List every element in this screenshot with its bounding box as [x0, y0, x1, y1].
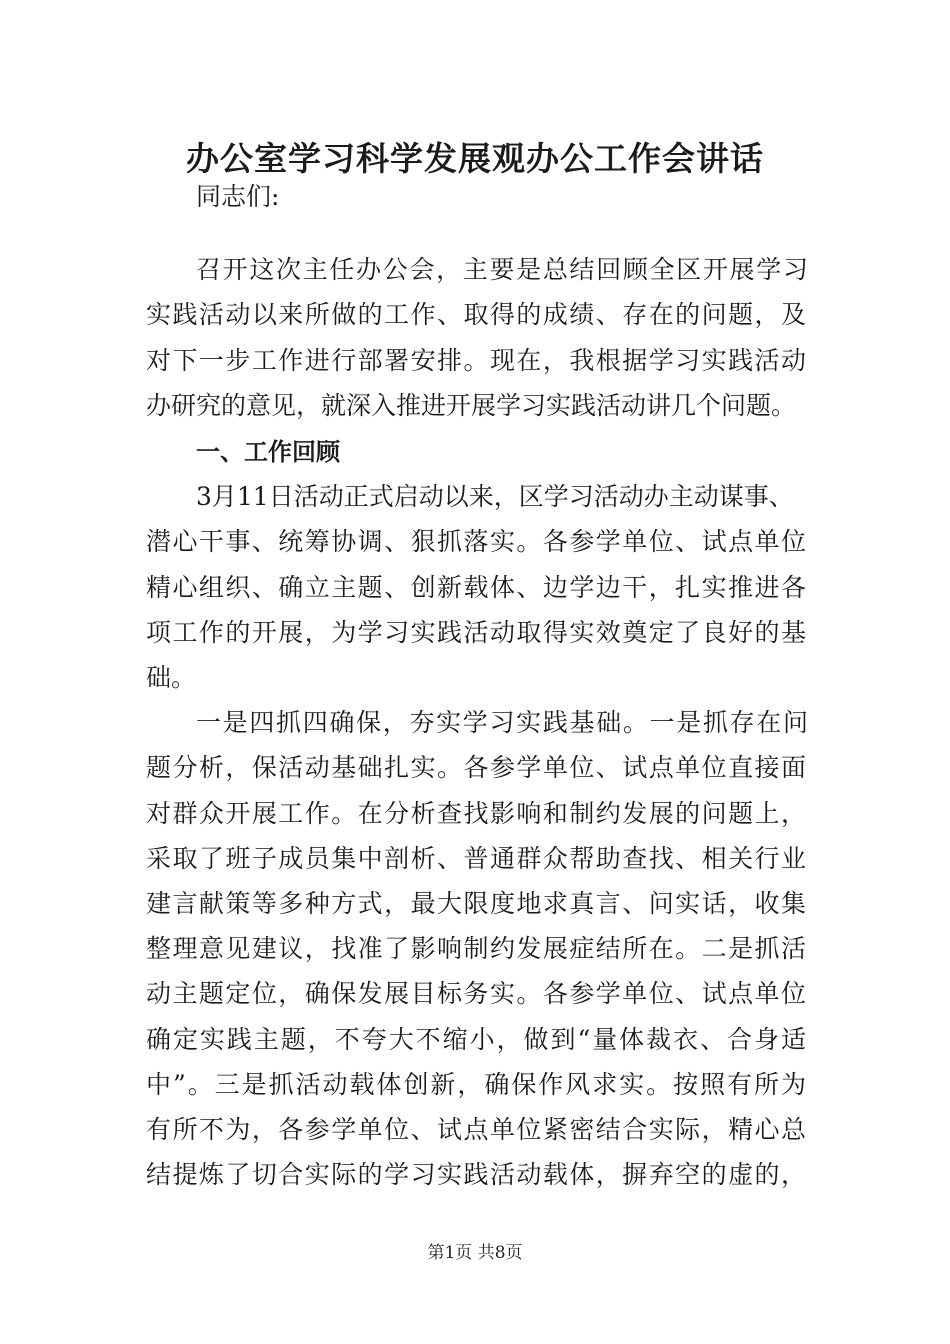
- paragraph-line: 对下一步工作进行部署安排。现在，我根据学习实践活动: [146, 346, 806, 375]
- section-heading: 一、工作回顾: [196, 438, 340, 466]
- paragraph-line: 项工作的开展，为学习实践活动取得实效奠定了良好的基: [146, 618, 806, 647]
- paragraph-line: 采取了班子成员集中剖析、普通群众帮助查找、相关行业: [146, 844, 806, 873]
- page-footer: 第1页 共8页: [427, 1243, 523, 1263]
- paragraph-line: 建言献策等多种方式，最大限度地求真言、问实话，收集: [146, 889, 806, 918]
- paragraph-line: 础。: [146, 663, 197, 692]
- paragraph-line: 3月11日活动正式启动以来，区学习活动办主动谋事、: [196, 482, 794, 511]
- paragraph-line: 结提炼了切合实际的学习实践活动载体，摒弃空的虚的，: [146, 1160, 806, 1189]
- paragraph-line: 对群众开展工作。在分析查找影响和制约发展的问题上，: [146, 799, 806, 828]
- paragraph-line: 中”。三是抓活动载体创新，确保作风求实。按照有所为: [146, 1070, 806, 1099]
- salutation: 同志们:: [196, 182, 280, 211]
- paragraph-line: 动主题定位，确保发展目标务实。各参学单位、试点单位: [146, 979, 806, 1008]
- paragraph-line: 召开这次主任办公会，主要是总结回顾全区开展学习: [196, 255, 808, 284]
- paragraph-line: 有所不为，各参学单位、试点单位紧密结合实际，精心总: [146, 1115, 806, 1144]
- paragraph-line: 实践活动以来所做的工作、取得的成绩、存在的问题，及: [146, 300, 806, 329]
- document-title: 办公室学习科学发展观办公工作会讲话: [186, 139, 764, 178]
- paragraph-line: 一是四抓四确保，夯实学习实践基础。一是抓存在问: [196, 708, 808, 737]
- paragraph-line: 确定实践主题，不夸大不缩小，做到“量体裁衣、合身适: [146, 1025, 806, 1054]
- paragraph-line: 整理意见建议，找准了影响制约发展症结所在。二是抓活: [146, 934, 806, 963]
- paragraph-line: 潜心干事、统筹协调、狠抓落实。各参学单位、试点单位: [146, 527, 806, 556]
- paragraph-line: 精心组织、确立主题、创新载体、边学边干，扎实推进各: [146, 573, 806, 602]
- paragraph-line: 题分析，保活动基础扎实。各参学单位、试点单位直接面: [146, 753, 806, 782]
- paragraph-line: 办研究的意见，就深入推进开展学习实践活动讲几个问题。: [146, 391, 797, 420]
